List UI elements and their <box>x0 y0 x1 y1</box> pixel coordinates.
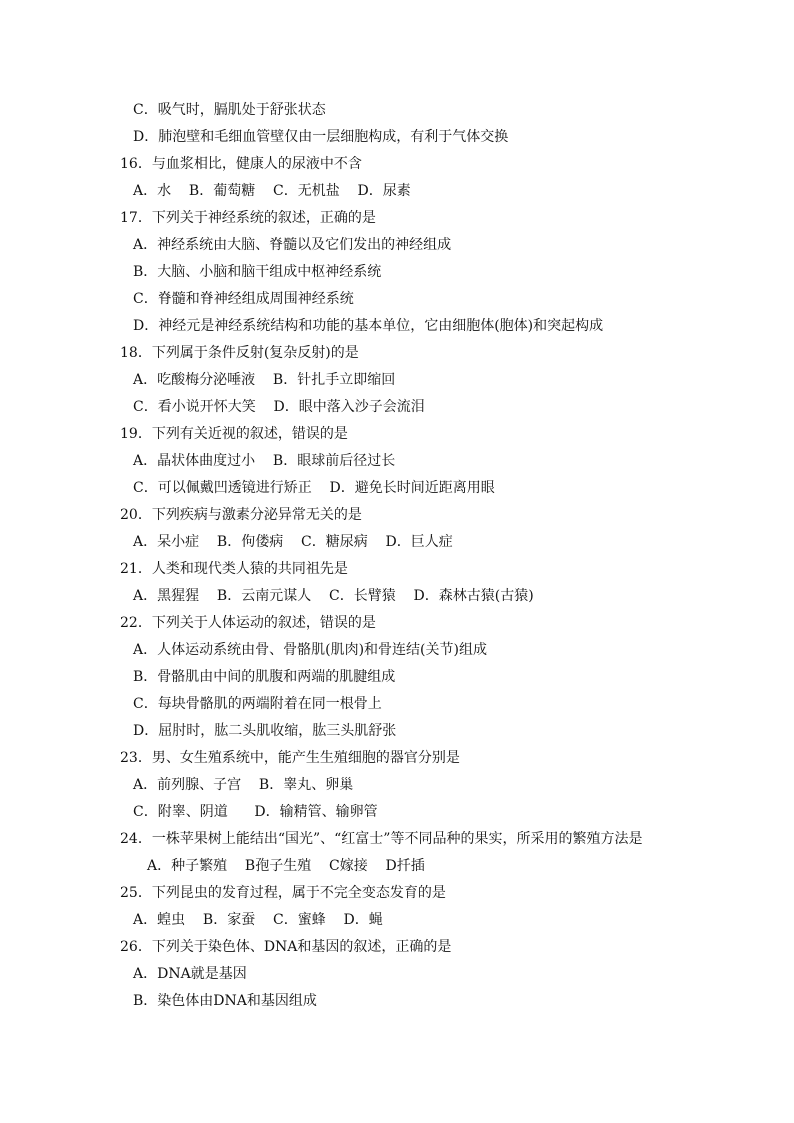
option-line: D．屈肘时，肱二头肌收缩，肱三头肌舒张 <box>133 723 397 739</box>
question-line: 19．下列有关近视的叙述，错误的是 <box>120 426 348 442</box>
option-line: C．附睾、阴道 D．输精管、输卵管 <box>133 804 378 820</box>
option-line: A．黑猩猩 B．云南元谋人 C．长臂猿 D．森林古猿(古猿) <box>133 588 534 604</box>
option-line: C．吸气时，膈肌处于舒张状态 <box>133 102 326 118</box>
option-line: C．可以佩戴凹透镜进行矫正 D．避免长时间近距离用眼 <box>133 480 495 496</box>
question-line: 23．男、女生殖系统中，能产生生殖细胞的器官分别是 <box>120 750 460 766</box>
option-line: B．大脑、小脑和脑干组成中枢神经系统 <box>133 264 382 280</box>
option-line: D．肺泡壁和毛细血管壁仅由一层细胞构成，有利于气体交换 <box>133 129 509 145</box>
option-line: A．DNA就是基因 <box>133 966 247 982</box>
option-line: A．前列腺、子宫 B．睾丸、卵巢 <box>133 777 354 793</box>
question-line: 20．下列疾病与激素分泌异常无关的是 <box>120 507 362 523</box>
question-line: 21．人类和现代类人猿的共同祖先是 <box>120 561 348 577</box>
question-line: 25．下列昆虫的发育过程，属于不完全变态发育的是 <box>120 885 446 901</box>
option-line: C．看小说开怀大笑 D．眼中落入沙子会流泪 <box>133 399 425 415</box>
option-line: B．骨骼肌由中间的肌腹和两端的肌腱组成 <box>133 669 396 685</box>
option-line: A．人体运动系统由骨、骨骼肌(肌肉)和骨连结(关节)组成 <box>133 642 487 658</box>
question-line: 26．下列关于染色体、DNA和基因的叙述，正确的是 <box>120 939 452 955</box>
option-line: D．神经元是神经系统结构和功能的基本单位，它由细胞体(胞体)和突起构成 <box>133 318 604 334</box>
option-line: A．晶状体曲度过小 B．眼球前后径过长 <box>133 453 396 469</box>
option-line: C．每块骨骼肌的两端附着在同一根骨上 <box>133 696 382 712</box>
option-line: A．种子繁殖 B孢子生殖 C嫁接 D扦插 <box>147 858 425 874</box>
option-line: B．染色体由DNA和基因组成 <box>133 993 317 1009</box>
question-line: 16．与血浆相比，健康人的尿液中不含 <box>120 156 362 172</box>
option-line: A．呆小症 B．佝偻病 C．糖尿病 D．巨人症 <box>133 534 453 550</box>
option-line: C．脊髓和脊神经组成周围神经系统 <box>133 291 354 307</box>
question-line: 24．一株苹果树上能结出“国光”、“红富士”等不同品种的果实，所采用的繁殖方法是 <box>120 831 643 847</box>
option-line: A．神经系统由大脑、脊髓以及它们发出的神经组成 <box>133 237 452 253</box>
option-line: A．吃酸梅分泌唾液 B．针扎手立即缩回 <box>133 372 396 388</box>
question-line: 17．下列关于神经系统的叙述，正确的是 <box>120 210 376 226</box>
question-line: 22．下列关于人体运动的叙述，错误的是 <box>120 615 376 631</box>
option-line: A．水 B．葡萄糖 C．无机盐 D．尿素 <box>133 183 411 199</box>
question-line: 18．下列属于条件反射(复杂反射)的是 <box>120 345 359 361</box>
option-line: A．蝗虫 B．家蚕 C．蜜蜂 D．蝇 <box>133 912 383 928</box>
